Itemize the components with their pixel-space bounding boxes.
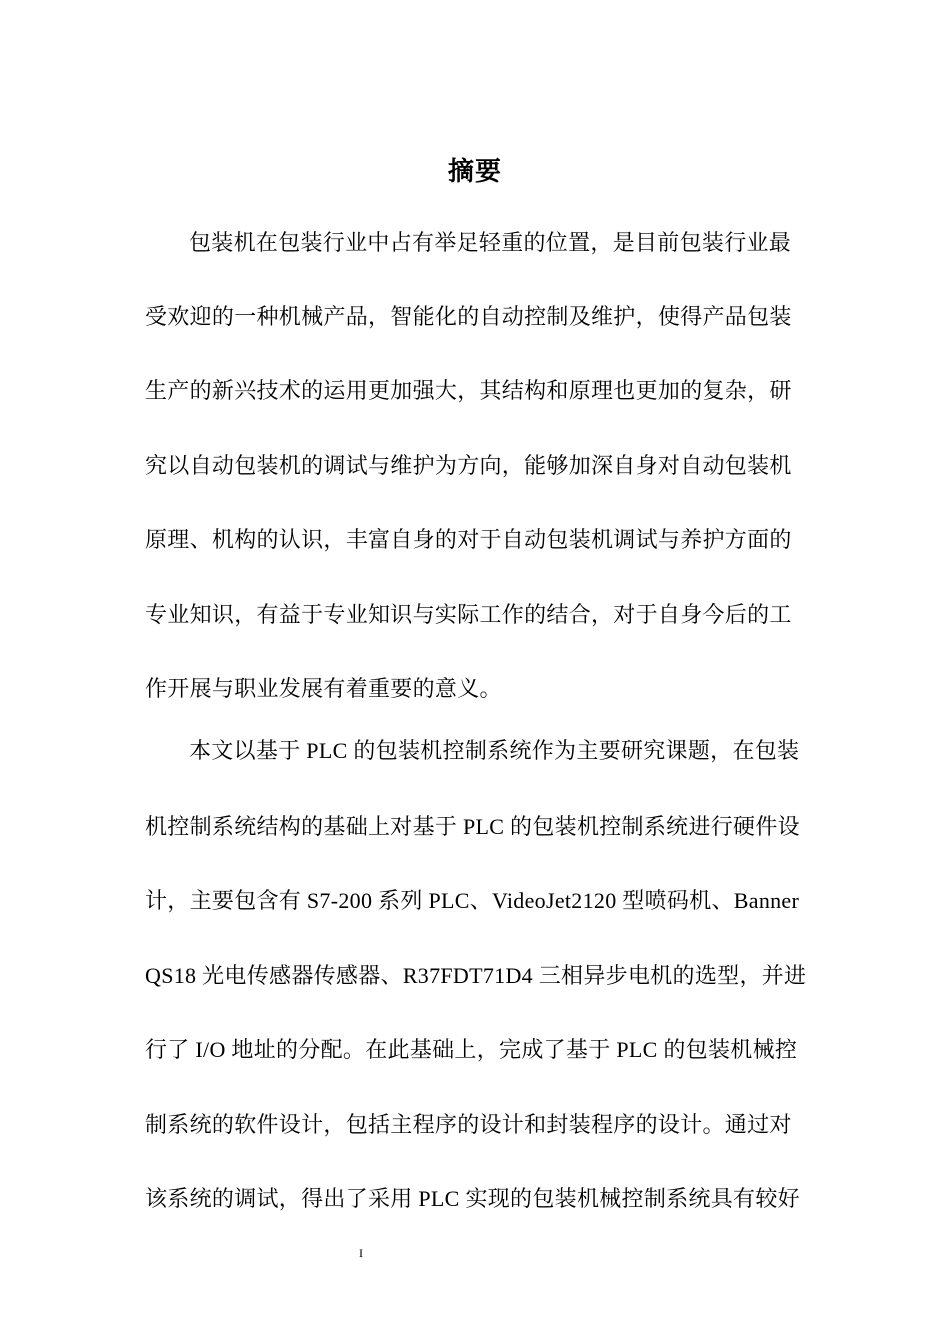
page-number: I: [359, 1246, 363, 1260]
paragraph-line: 究以自动包装机的调试与维护为方向，能够加深自身对自动包装机: [145, 453, 792, 478]
paragraph-line: 计，主要包含有 S7-200 系列 PLC、VideoJet2120 型喷码机、Banner: [145, 888, 800, 913]
paragraph-line: QS18 光电传感器传感器、R37FDT71D4 三相异步电机的选型，并进: [145, 963, 807, 988]
paragraph-line: 受欢迎的一种机械产品，智能化的自动控制及维护，使得产品包装: [145, 304, 792, 329]
paragraph-line: 本文以基于 PLC 的包装机控制系统作为主要研究课题，在包装: [189, 738, 800, 763]
paragraph-line: 机控制系统结构的基础上对基于 PLC 的包装机控制系统进行硬件设: [145, 814, 800, 839]
paragraph-line: 制系统的软件设计，包括主程序的设计和封装程序的设计。通过对: [145, 1112, 792, 1137]
paragraph-line: 行了 I/O 地址的分配。在此基础上，完成了基于 PLC 的包装机械控: [145, 1037, 798, 1062]
paragraph-line: 作开展与职业发展有着重要的意义。: [145, 676, 502, 701]
paragraph-line: 该系统的调试，得出了采用 PLC 实现的包装机械控制系统具有较好: [145, 1186, 800, 1211]
page-title: 摘要: [447, 157, 502, 187]
paragraph-line: 专业知识，有益于专业知识与实际工作的结合，对于自身今后的工: [145, 602, 792, 627]
paragraph-line: 包装机在包装行业中占有举足轻重的位置，是目前包装行业最: [189, 230, 792, 255]
paragraph-line: 生产的新兴技术的运用更加强大，其结构和原理也更加的复杂，研: [145, 378, 792, 403]
paragraph-line: 原理、机构的认识，丰富自身的对于自动包装机调试与养护方面的: [145, 527, 792, 552]
